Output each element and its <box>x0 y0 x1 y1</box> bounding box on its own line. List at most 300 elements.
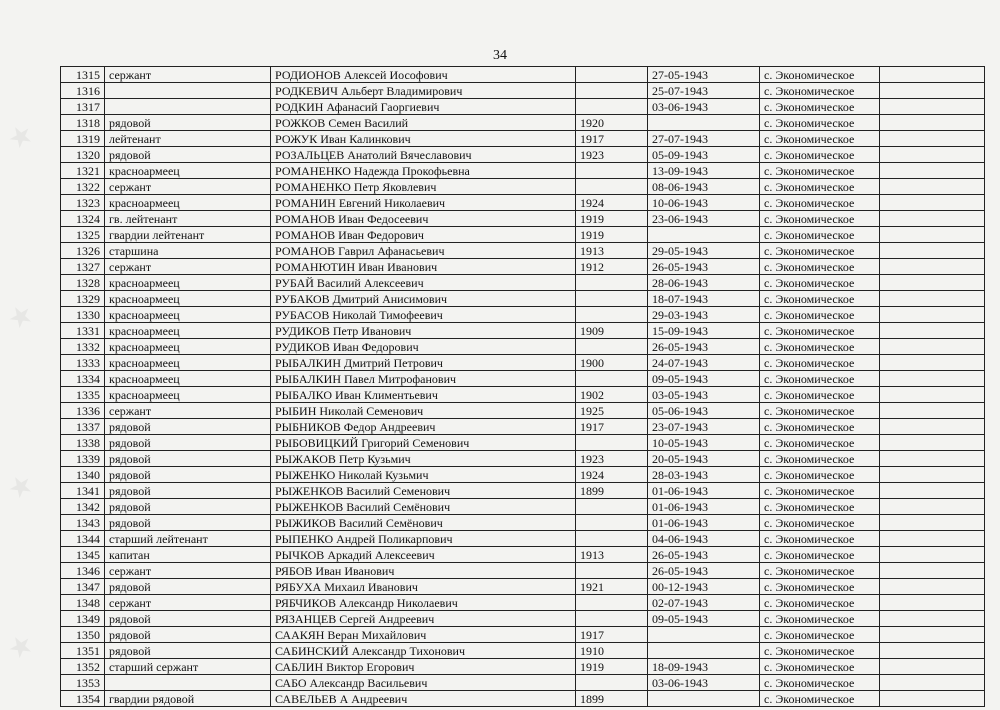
cell-place: с. Экономическое <box>760 451 880 467</box>
cell-name: РОМАНИН Евгений Николаевич <box>271 195 576 211</box>
watermark-mark: ★ <box>1 625 40 668</box>
cell-number: 1332 <box>61 339 105 355</box>
table-row <box>61 659 985 675</box>
table-row <box>61 643 985 659</box>
cell-place: с. Экономическое <box>760 227 880 243</box>
cell-number: 1354 <box>61 691 105 707</box>
cell-note <box>880 115 985 131</box>
cell-note <box>880 307 985 323</box>
cell-date: 23-07-1943 <box>648 419 760 435</box>
cell-birth-year: 1923 <box>576 147 648 163</box>
cell-date: 26-05-1943 <box>648 563 760 579</box>
records-table <box>60 66 985 707</box>
cell-rank: красноармеец <box>105 275 271 291</box>
cell-place: с. Экономическое <box>760 291 880 307</box>
cell-name: РЯЗАНЦЕВ Сергей Андреевич <box>271 611 576 627</box>
cell-place: с. Экономическое <box>760 403 880 419</box>
cell-name: РУДИКОВ Иван Федорович <box>271 339 576 355</box>
cell-birth-year <box>576 99 648 115</box>
cell-number: 1319 <box>61 131 105 147</box>
cell-note <box>880 643 985 659</box>
table-row <box>61 691 985 707</box>
cell-name: РЫБАЛКИН Дмитрий Петрович <box>271 355 576 371</box>
cell-place: с. Экономическое <box>760 499 880 515</box>
cell-rank: сержант <box>105 259 271 275</box>
cell-number: 1316 <box>61 83 105 99</box>
cell-place: с. Экономическое <box>760 675 880 691</box>
cell-place: с. Экономическое <box>760 195 880 211</box>
cell-birth-year: 1921 <box>576 579 648 595</box>
cell-birth-year <box>576 67 648 83</box>
cell-rank: рядовой <box>105 627 271 643</box>
cell-rank: старший сержант <box>105 659 271 675</box>
cell-rank <box>105 99 271 115</box>
cell-birth-year <box>576 83 648 99</box>
cell-date: 15-09-1943 <box>648 323 760 339</box>
cell-place: с. Экономическое <box>760 99 880 115</box>
cell-note <box>880 99 985 115</box>
cell-date: 08-06-1943 <box>648 179 760 195</box>
table-row <box>61 307 985 323</box>
cell-place: с. Экономическое <box>760 643 880 659</box>
cell-rank: рядовой <box>105 499 271 515</box>
cell-name: РЫЖАКОВ Петр Кузьмич <box>271 451 576 467</box>
cell-place: с. Экономическое <box>760 211 880 227</box>
cell-date: 00-12-1943 <box>648 579 760 595</box>
cell-rank: красноармеец <box>105 387 271 403</box>
cell-birth-year <box>576 163 648 179</box>
cell-number: 1340 <box>61 467 105 483</box>
watermark-mark: ★ <box>1 115 40 158</box>
table-row <box>61 387 985 403</box>
cell-note <box>880 691 985 707</box>
cell-note <box>880 435 985 451</box>
cell-place: с. Экономическое <box>760 627 880 643</box>
cell-note <box>880 579 985 595</box>
cell-rank: гв. лейтенант <box>105 211 271 227</box>
cell-place: с. Экономическое <box>760 83 880 99</box>
cell-birth-year: 1919 <box>576 659 648 675</box>
cell-place: с. Экономическое <box>760 531 880 547</box>
cell-note <box>880 659 985 675</box>
table-row <box>61 515 985 531</box>
cell-date: 05-06-1943 <box>648 403 760 419</box>
cell-note <box>880 387 985 403</box>
cell-place: с. Экономическое <box>760 579 880 595</box>
table-row <box>61 275 985 291</box>
table-row <box>61 179 985 195</box>
cell-place: с. Экономическое <box>760 323 880 339</box>
cell-birth-year: 1912 <box>576 259 648 275</box>
cell-place: с. Экономическое <box>760 243 880 259</box>
table-row <box>61 227 985 243</box>
cell-date: 20-05-1943 <box>648 451 760 467</box>
table-row <box>61 531 985 547</box>
cell-number: 1323 <box>61 195 105 211</box>
cell-birth-year: 1917 <box>576 627 648 643</box>
cell-number: 1329 <box>61 291 105 307</box>
cell-note <box>880 275 985 291</box>
cell-name: СААКЯН Веран Михайлович <box>271 627 576 643</box>
cell-birth-year <box>576 531 648 547</box>
cell-note <box>880 259 985 275</box>
cell-name: РЫБАЛКИН Павел Митрофанович <box>271 371 576 387</box>
cell-number: 1336 <box>61 403 105 419</box>
cell-rank: красноармеец <box>105 355 271 371</box>
cell-rank: красноармеец <box>105 307 271 323</box>
cell-note <box>880 355 985 371</box>
cell-rank: сержант <box>105 595 271 611</box>
cell-number: 1353 <box>61 675 105 691</box>
cell-birth-year <box>576 611 648 627</box>
table-row <box>61 499 985 515</box>
cell-rank: красноармеец <box>105 291 271 307</box>
cell-name: РОМАНОВ Иван Федорович <box>271 227 576 243</box>
records-body <box>61 67 985 707</box>
cell-note <box>880 515 985 531</box>
cell-date <box>648 627 760 643</box>
cell-date: 01-06-1943 <box>648 483 760 499</box>
cell-number: 1331 <box>61 323 105 339</box>
cell-date: 29-05-1943 <box>648 243 760 259</box>
cell-name: РЯБОВ Иван Иванович <box>271 563 576 579</box>
cell-place: с. Экономическое <box>760 483 880 499</box>
cell-name: РЫЧКОВ Аркадий Алексеевич <box>271 547 576 563</box>
cell-birth-year: 1917 <box>576 131 648 147</box>
cell-number: 1346 <box>61 563 105 579</box>
cell-name: РОМАНОВ Иван Федосеевич <box>271 211 576 227</box>
cell-date: 03-06-1943 <box>648 675 760 691</box>
cell-place: с. Экономическое <box>760 371 880 387</box>
cell-place: с. Экономическое <box>760 611 880 627</box>
cell-rank: красноармеец <box>105 371 271 387</box>
cell-note <box>880 467 985 483</box>
table-row <box>61 259 985 275</box>
cell-birth-year: 1924 <box>576 195 648 211</box>
cell-number: 1343 <box>61 515 105 531</box>
table-row <box>61 627 985 643</box>
cell-birth-year: 1910 <box>576 643 648 659</box>
cell-note <box>880 483 985 499</box>
cell-note <box>880 339 985 355</box>
cell-rank: рядовой <box>105 435 271 451</box>
table-row <box>61 339 985 355</box>
cell-place: с. Экономическое <box>760 115 880 131</box>
cell-rank: гвардии лейтенант <box>105 227 271 243</box>
cell-date: 09-05-1943 <box>648 611 760 627</box>
cell-name: САВЕЛЬЕВ А Андреевич <box>271 691 576 707</box>
cell-place: с. Экономическое <box>760 515 880 531</box>
cell-name: РУБАКОВ Дмитрий Анисимович <box>271 291 576 307</box>
cell-name: САБИНСКИЙ Александр Тихонович <box>271 643 576 659</box>
cell-rank: лейтенант <box>105 131 271 147</box>
cell-number: 1351 <box>61 643 105 659</box>
table-row <box>61 291 985 307</box>
table-row <box>61 131 985 147</box>
cell-birth-year <box>576 179 648 195</box>
cell-name: РОДИОНОВ Алексей Иософович <box>271 67 576 83</box>
cell-date: 01-06-1943 <box>648 515 760 531</box>
cell-birth-year <box>576 595 648 611</box>
cell-note <box>880 179 985 195</box>
cell-place: с. Экономическое <box>760 163 880 179</box>
table-row <box>61 323 985 339</box>
cell-rank: рядовой <box>105 467 271 483</box>
table-row <box>61 403 985 419</box>
cell-note <box>880 675 985 691</box>
cell-note <box>880 371 985 387</box>
cell-name: РЯБЧИКОВ Александр Николаевич <box>271 595 576 611</box>
cell-rank: рядовой <box>105 483 271 499</box>
cell-note <box>880 291 985 307</box>
cell-place: с. Экономическое <box>760 147 880 163</box>
cell-birth-year: 1919 <box>576 211 648 227</box>
cell-birth-year <box>576 515 648 531</box>
cell-name: РЫБАЛКО Иван Климентьевич <box>271 387 576 403</box>
cell-note <box>880 323 985 339</box>
table-row <box>61 99 985 115</box>
watermark-mark: ★ <box>1 465 40 508</box>
cell-rank: старшина <box>105 243 271 259</box>
cell-rank: гвардии рядовой <box>105 691 271 707</box>
cell-number: 1342 <box>61 499 105 515</box>
cell-rank: красноармеец <box>105 339 271 355</box>
cell-note <box>880 67 985 83</box>
cell-name: РЫЖЕНКОВ Василий Семёнович <box>271 499 576 515</box>
cell-date: 26-05-1943 <box>648 339 760 355</box>
cell-name: РЫБИН Николай Семенович <box>271 403 576 419</box>
cell-rank: сержант <box>105 67 271 83</box>
cell-number: 1330 <box>61 307 105 323</box>
cell-birth-year: 1923 <box>576 451 648 467</box>
cell-note <box>880 195 985 211</box>
cell-number: 1339 <box>61 451 105 467</box>
cell-number: 1328 <box>61 275 105 291</box>
table-row <box>61 195 985 211</box>
cell-name: РЫЖЕНКО Николай Кузьмич <box>271 467 576 483</box>
cell-place: с. Экономическое <box>760 307 880 323</box>
cell-birth-year <box>576 275 648 291</box>
cell-rank: рядовой <box>105 515 271 531</box>
cell-date: 09-05-1943 <box>648 371 760 387</box>
cell-note <box>880 547 985 563</box>
cell-place: с. Экономическое <box>760 563 880 579</box>
cell-rank: красноармеец <box>105 163 271 179</box>
cell-date: 18-07-1943 <box>648 291 760 307</box>
cell-birth-year: 1913 <box>576 243 648 259</box>
cell-date: 28-03-1943 <box>648 467 760 483</box>
cell-place: с. Экономическое <box>760 659 880 675</box>
cell-date: 27-05-1943 <box>648 67 760 83</box>
cell-place: с. Экономическое <box>760 435 880 451</box>
cell-number: 1347 <box>61 579 105 595</box>
table-row <box>61 67 985 83</box>
cell-note <box>880 227 985 243</box>
cell-date: 26-05-1943 <box>648 547 760 563</box>
cell-date: 27-07-1943 <box>648 131 760 147</box>
cell-name: РОДКИН Афанасий Гаоргиевич <box>271 99 576 115</box>
cell-name: РУБАСОВ Николай Тимофеевич <box>271 307 576 323</box>
cell-number: 1352 <box>61 659 105 675</box>
cell-name: РОМАНОВ Гаврил Афанасьевич <box>271 243 576 259</box>
cell-birth-year: 1899 <box>576 483 648 499</box>
cell-place: с. Экономическое <box>760 387 880 403</box>
cell-birth-year: 1924 <box>576 467 648 483</box>
cell-number: 1324 <box>61 211 105 227</box>
cell-name: РЯБУХА Михаил Иванович <box>271 579 576 595</box>
cell-place: с. Экономическое <box>760 259 880 275</box>
cell-birth-year: 1919 <box>576 227 648 243</box>
cell-birth-year <box>576 371 648 387</box>
cell-place: с. Экономическое <box>760 339 880 355</box>
table-row <box>61 371 985 387</box>
cell-note <box>880 627 985 643</box>
cell-note <box>880 611 985 627</box>
table-row <box>61 355 985 371</box>
cell-number: 1337 <box>61 419 105 435</box>
cell-place: с. Экономическое <box>760 691 880 707</box>
cell-place: с. Экономическое <box>760 467 880 483</box>
cell-rank: рядовой <box>105 147 271 163</box>
cell-birth-year <box>576 675 648 691</box>
cell-birth-year <box>576 339 648 355</box>
cell-number: 1315 <box>61 67 105 83</box>
cell-place: с. Экономическое <box>760 275 880 291</box>
cell-date: 26-05-1943 <box>648 259 760 275</box>
cell-name: РЫЖЕНКОВ Василий Семенович <box>271 483 576 499</box>
table-row <box>61 579 985 595</box>
cell-note <box>880 499 985 515</box>
table-row <box>61 563 985 579</box>
cell-name: РОДКЕВИЧ Альберт Владимирович <box>271 83 576 99</box>
cell-date: 03-06-1943 <box>648 99 760 115</box>
cell-date <box>648 643 760 659</box>
cell-rank: рядовой <box>105 451 271 467</box>
cell-number: 1321 <box>61 163 105 179</box>
cell-number: 1333 <box>61 355 105 371</box>
watermark-mark: ★ <box>1 295 40 338</box>
table-row <box>61 451 985 467</box>
cell-name: РЫЖИКОВ Василий Семёнович <box>271 515 576 531</box>
cell-note <box>880 163 985 179</box>
cell-note <box>880 147 985 163</box>
cell-place: с. Экономическое <box>760 67 880 83</box>
cell-number: 1322 <box>61 179 105 195</box>
cell-place: с. Экономическое <box>760 179 880 195</box>
cell-birth-year <box>576 307 648 323</box>
cell-rank: сержант <box>105 179 271 195</box>
cell-number: 1325 <box>61 227 105 243</box>
cell-rank: рядовой <box>105 579 271 595</box>
cell-number: 1318 <box>61 115 105 131</box>
cell-rank <box>105 83 271 99</box>
cell-place: с. Экономическое <box>760 547 880 563</box>
cell-note <box>880 83 985 99</box>
table-row <box>61 467 985 483</box>
cell-note <box>880 531 985 547</box>
cell-rank: сержант <box>105 403 271 419</box>
cell-note <box>880 243 985 259</box>
cell-name: РОМАНЕНКО Надежда Прокофьевна <box>271 163 576 179</box>
cell-birth-year: 1920 <box>576 115 648 131</box>
table-row <box>61 115 985 131</box>
cell-name: РОМАНЮТИН Иван Иванович <box>271 259 576 275</box>
cell-rank: капитан <box>105 547 271 563</box>
cell-number: 1348 <box>61 595 105 611</box>
cell-name: РОЖКОВ Семен Василий <box>271 115 576 131</box>
table-row <box>61 675 985 691</box>
cell-date: 10-05-1943 <box>648 435 760 451</box>
cell-date: 28-06-1943 <box>648 275 760 291</box>
cell-date <box>648 691 760 707</box>
cell-note <box>880 563 985 579</box>
table-row <box>61 547 985 563</box>
cell-birth-year: 1909 <box>576 323 648 339</box>
cell-number: 1338 <box>61 435 105 451</box>
cell-birth-year: 1913 <box>576 547 648 563</box>
cell-birth-year: 1917 <box>576 419 648 435</box>
cell-number: 1327 <box>61 259 105 275</box>
cell-name: САБЛИН Виктор Егорович <box>271 659 576 675</box>
table-row <box>61 595 985 611</box>
cell-name: РЫПЕНКО Андрей Поликарпович <box>271 531 576 547</box>
cell-name: РОЖУК Иван Калинкович <box>271 131 576 147</box>
cell-rank <box>105 675 271 691</box>
cell-number: 1350 <box>61 627 105 643</box>
cell-date: 02-07-1943 <box>648 595 760 611</box>
cell-rank: красноармеец <box>105 323 271 339</box>
cell-date: 18-09-1943 <box>648 659 760 675</box>
cell-rank: рядовой <box>105 115 271 131</box>
cell-note <box>880 211 985 227</box>
cell-rank: рядовой <box>105 611 271 627</box>
cell-number: 1320 <box>61 147 105 163</box>
table-row <box>61 611 985 627</box>
cell-birth-year <box>576 435 648 451</box>
cell-date <box>648 115 760 131</box>
cell-date: 05-09-1943 <box>648 147 760 163</box>
table-row <box>61 211 985 227</box>
cell-birth-year: 1900 <box>576 355 648 371</box>
cell-rank: рядовой <box>105 419 271 435</box>
cell-birth-year <box>576 563 648 579</box>
cell-place: с. Экономическое <box>760 419 880 435</box>
cell-rank: сержант <box>105 563 271 579</box>
cell-rank: красноармеец <box>105 195 271 211</box>
cell-birth-year: 1902 <box>576 387 648 403</box>
page-number: 34 <box>493 48 507 63</box>
cell-date: 13-09-1943 <box>648 163 760 179</box>
cell-number: 1335 <box>61 387 105 403</box>
table-row <box>61 483 985 499</box>
cell-name: РОЗАЛЬЦЕВ Анатолий Вячеславович <box>271 147 576 163</box>
cell-number: 1341 <box>61 483 105 499</box>
cell-date: 23-06-1943 <box>648 211 760 227</box>
cell-birth-year: 1899 <box>576 691 648 707</box>
table-row <box>61 243 985 259</box>
cell-number: 1345 <box>61 547 105 563</box>
table-row <box>61 83 985 99</box>
cell-number: 1334 <box>61 371 105 387</box>
cell-date: 24-07-1943 <box>648 355 760 371</box>
cell-date: 25-07-1943 <box>648 83 760 99</box>
cell-place: с. Экономическое <box>760 595 880 611</box>
cell-date: 10-06-1943 <box>648 195 760 211</box>
cell-rank: рядовой <box>105 643 271 659</box>
cell-place: с. Экономическое <box>760 131 880 147</box>
cell-note <box>880 131 985 147</box>
table-row <box>61 147 985 163</box>
